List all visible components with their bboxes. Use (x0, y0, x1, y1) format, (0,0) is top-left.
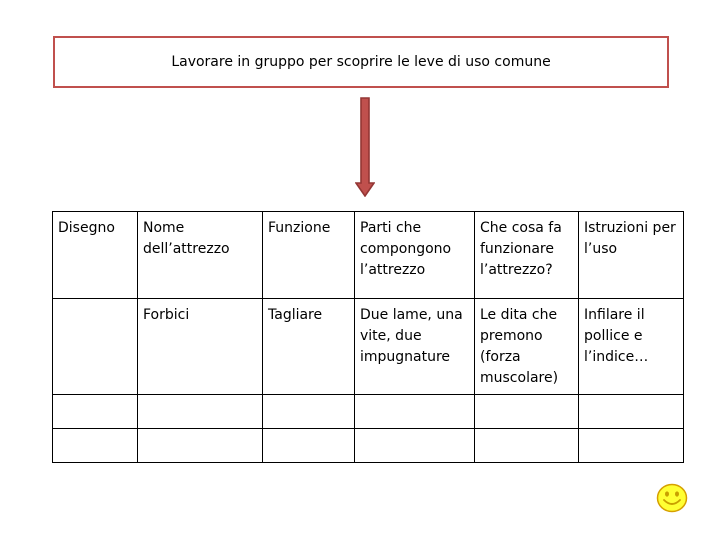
header-cell-funzione: Funzione (263, 212, 355, 299)
table-cell (138, 395, 263, 429)
table-cell: Le dita che premono (forza muscolare) (475, 299, 579, 395)
table-cell (355, 429, 475, 463)
tools-table (52, 211, 684, 463)
table-row (53, 299, 684, 395)
table-cell (53, 429, 138, 463)
smiley-icon (656, 483, 688, 513)
table-cell (138, 429, 263, 463)
header-cell-disegno: Disegno (53, 212, 138, 299)
table-cell (475, 429, 579, 463)
table-cell: Forbici (138, 299, 263, 395)
table-cell: Infilare il pollice e l’indice… (579, 299, 684, 395)
table-cell (263, 395, 355, 429)
table-cell: Due lame, una vite, due impugnature (355, 299, 475, 395)
table-cell (355, 395, 475, 429)
header-cell-istruzioni: Istruzioni per l’uso (579, 212, 684, 299)
table-cell (53, 395, 138, 429)
header-cell-cosa-fa: Che cosa fa funzionare l’attrezzo? (475, 212, 579, 299)
down-arrow-icon (355, 97, 375, 197)
table-cell (53, 299, 138, 395)
title-box (53, 36, 669, 88)
header-cell-parti: Parti che compongono l’attrezzo (355, 212, 475, 299)
header-cell-nome: Nome dell’attrezzo (138, 212, 263, 299)
table-cell (579, 395, 684, 429)
table-cell: Tagliare (263, 299, 355, 395)
table-header-row (53, 212, 684, 299)
table-cell (475, 395, 579, 429)
table-row (53, 429, 684, 463)
table-cell (263, 429, 355, 463)
table-cell (579, 429, 684, 463)
page-title: Lavorare in gruppo per scoprire le leve di uso comune (171, 54, 551, 70)
table-row (53, 395, 684, 429)
